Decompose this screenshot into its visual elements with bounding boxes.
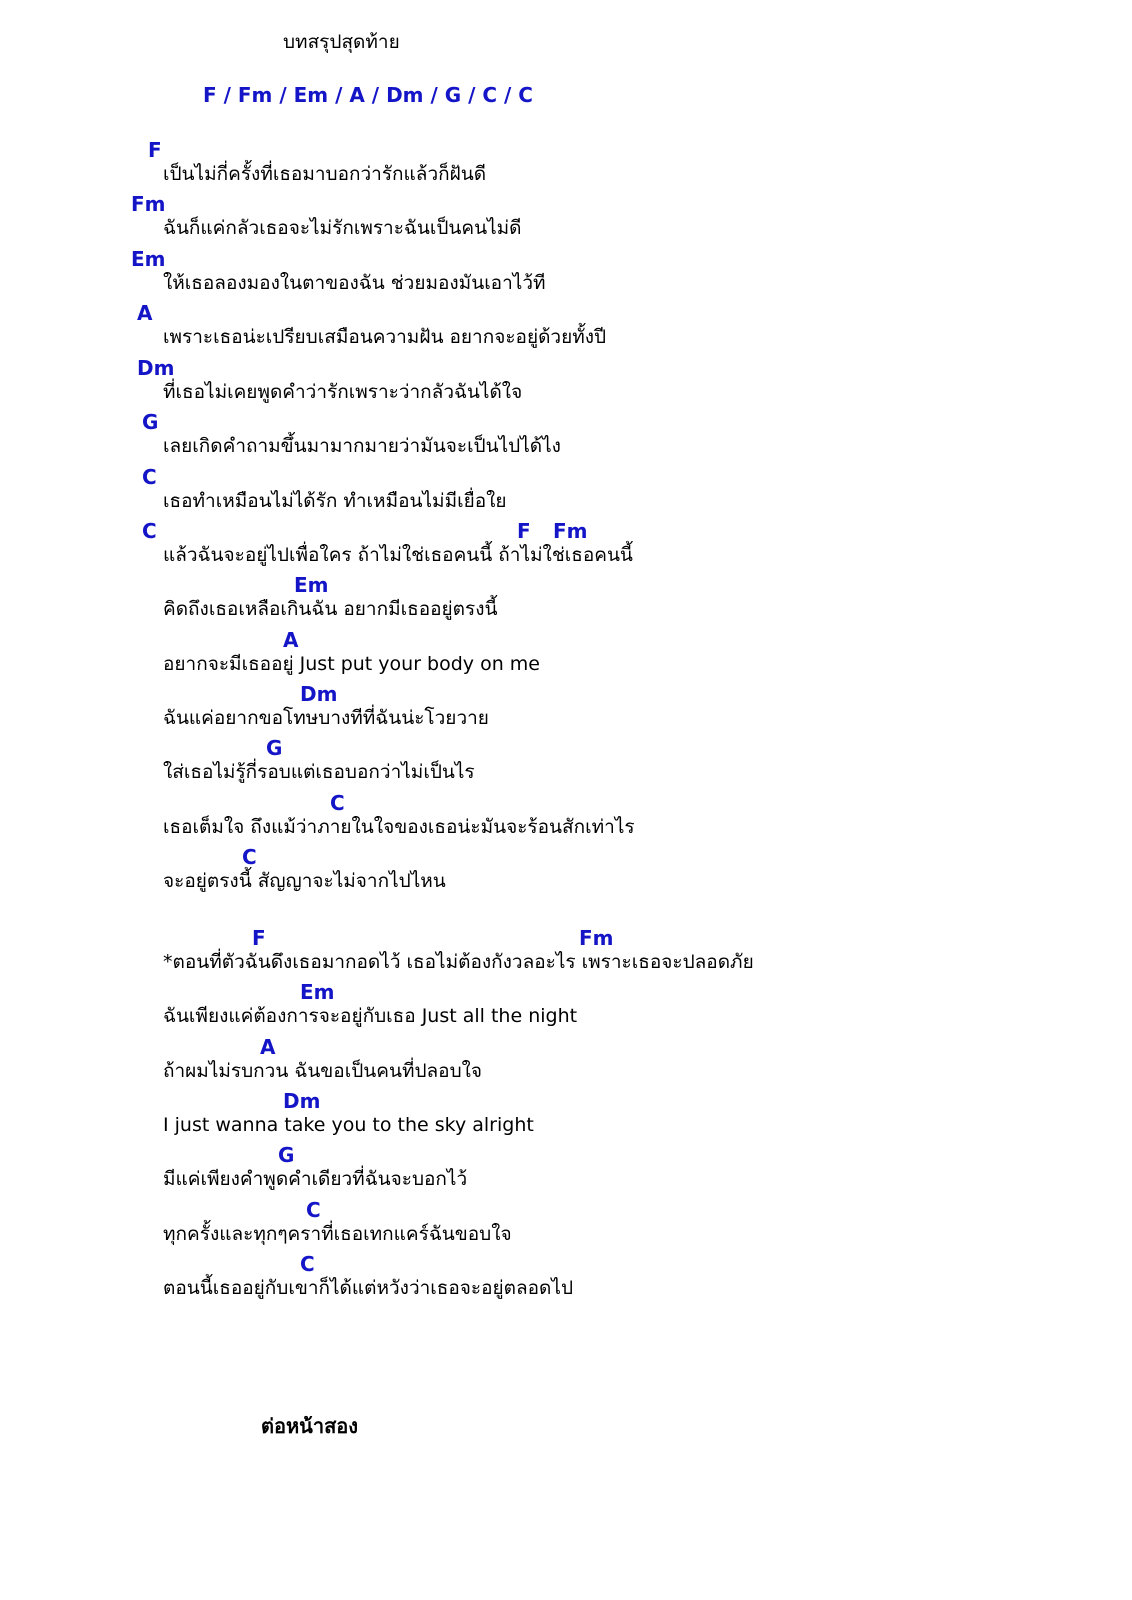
chord-label: F <box>148 138 162 162</box>
lyric-line: ตอนนี้เธออยู่กับเขาก็ได้แต่หวังว่าเธอจะอยู่ตลอดไป <box>163 1277 574 1299</box>
song-title: บทสรุปสุดท้าย <box>283 31 400 53</box>
chord-label: G <box>266 736 283 760</box>
lyric-line: ถ้าผมไม่รบกวน ฉันขอเป็นคนที่ปลอบใจ <box>163 1060 483 1082</box>
chord-label: Em <box>294 573 329 597</box>
lyric-line: เพราะเธอน่ะเปรียบเสมือนความฝัน อยากจะอยู่ด้วยทั้งปี <box>163 326 607 348</box>
chord-label: A <box>283 628 299 652</box>
lyric-line: มีแค่เพียงคำพูดคำเดียวที่ฉันจะบอกไว้ <box>163 1168 468 1190</box>
lyric-line: จะอยู่ตรงนี้ สัญญาจะไม่จากไปไหน <box>163 870 446 892</box>
chord-label: Dm <box>137 356 175 380</box>
lyric-line: เลยเกิดคำถามขึ้นมามากมายว่ามันจะเป็นไปได้ไง <box>163 435 561 457</box>
chord-label: C <box>142 465 157 489</box>
lyric-line: อยากจะมีเธออยู่ Just put your body on me <box>163 653 540 675</box>
chord-label: Dm <box>300 682 338 706</box>
lyric-line: เธอทำเหมือนไม่ได้รัก ทำเหมือนไม่มีเยื่อใย <box>163 490 507 512</box>
chord-label: C <box>142 519 157 543</box>
lyric-line: ฉันก็แค่กลัวเธอจะไม่รักเพราะฉันเป็นคนไม่ดี <box>163 217 522 239</box>
chord-label: C <box>300 1252 315 1276</box>
lyric-line: แล้วฉันจะอยู่ไปเพื่อใคร ถ้าไม่ใช่เธอคนนี้ ถ้าไม่ใช่เธอคนนี้ <box>163 544 633 566</box>
lyric-line: I just wanna take you to the sky alright <box>163 1114 534 1136</box>
lyric-line: เป็นไม่กี่ครั้งที่เธอมาบอกว่ารักแล้วก็ฝันดี <box>163 163 487 185</box>
chord-label: Dm <box>283 1089 321 1113</box>
lyric-line: ที่เธอไม่เคยพูดคำว่ารักเพราะว่ากลัวฉันได้ใจ <box>163 381 523 403</box>
chord-label: G <box>278 1143 295 1167</box>
lyric-line: เธอเต็มใจ ถึงแม้ว่าภายในใจของเธอน่ะมันจะร้อนสักเท่าไร <box>163 816 635 838</box>
chord-label: F <box>252 926 266 950</box>
lyric-line: ให้เธอลองมองในตาของฉัน ช่วยมองมันเอาไว้ที <box>163 272 546 294</box>
chord-label: Fm <box>553 519 588 543</box>
chord-label: Em <box>131 247 166 271</box>
chord-label: A <box>137 301 153 325</box>
chord-label: C <box>242 845 257 869</box>
lyric-line: ทุกครั้งและทุกๆคราที่เธอเทกแคร์ฉันขอบใจ <box>163 1223 512 1245</box>
continue-note: ต่อหน้าสอง <box>261 1414 359 1438</box>
chord-label: C <box>330 791 345 815</box>
lyric-line: *ตอนที่ตัวฉันดึงเธอมากอดไว้ เธอไม่ต้องกังวลอะไร เพราะเธอจะปลอดภัย <box>163 951 754 973</box>
lyric-line: ฉันแค่อยากขอโทษบางทีที่ฉันน่ะโวยวาย <box>163 707 489 729</box>
chord-label: Fm <box>579 926 614 950</box>
chord-label: A <box>260 1035 276 1059</box>
lyric-line: ฉันเพียงแค่ต้องการจะอยู่กับเธอ Just all the night <box>163 1005 578 1027</box>
chord-label: C <box>306 1198 321 1222</box>
chord-label: F <box>517 519 531 543</box>
lyric-line: ใส่เธอไม่รู้กี่รอบแต่เธอบอกว่าไม่เป็นไร <box>163 761 475 783</box>
intro-chords: F / Fm / Em / A / Dm / G / C / C <box>203 83 533 107</box>
chord-label: Fm <box>131 192 166 216</box>
chord-label: Em <box>300 980 335 1004</box>
chord-label: G <box>142 410 159 434</box>
lyric-line: คิดถึงเธอเหลือเกินฉัน อยากมีเธออยู่ตรงนี้ <box>163 598 498 620</box>
